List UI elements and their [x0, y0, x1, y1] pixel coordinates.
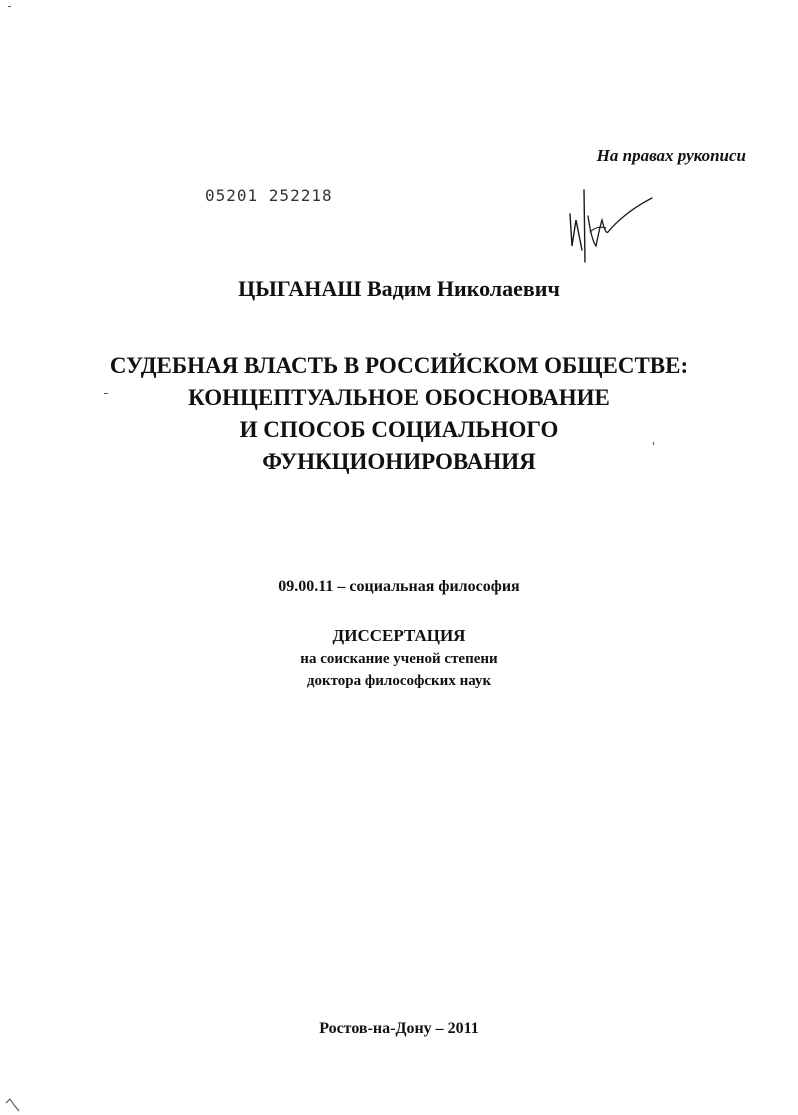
scan-speck [653, 442, 654, 445]
author-name: ЦЫГАНАШ Вадим Николаевич [238, 276, 560, 301]
stamp-number: 05201 252218 [205, 186, 333, 205]
dissertation-title [0, 350, 798, 478]
scan-speck [104, 393, 108, 394]
scan-mark [4, 1095, 24, 1113]
specialty-code: 09.00.11 – социальная философия [278, 578, 520, 595]
scan-speck [8, 6, 11, 7]
title-line: КОНЦЕПТУАЛЬНОЕ ОБОСНОВАНИЕ [188, 385, 610, 410]
dissertation-block [0, 624, 798, 692]
rights-note: На правах рукописи [596, 146, 746, 165]
handwritten-signature-icon [560, 186, 660, 266]
title-line: ФУНКЦИОНИРОВАНИЯ [262, 449, 536, 474]
dissertation-type: ДИССЕРТАЦИЯ [332, 626, 466, 645]
place-year: Ростов-на-Дону – 2011 [319, 1020, 479, 1037]
degree-line: на соискание ученой степени [300, 651, 498, 667]
title-line: И СПОСОБ СОЦИАЛЬНОГО [239, 417, 559, 442]
title-line: СУДЕБНАЯ ВЛАСТЬ В РОССИЙСКОМ ОБЩЕСТВЕ: [109, 353, 689, 378]
degree-line: доктора философских наук [306, 673, 492, 689]
